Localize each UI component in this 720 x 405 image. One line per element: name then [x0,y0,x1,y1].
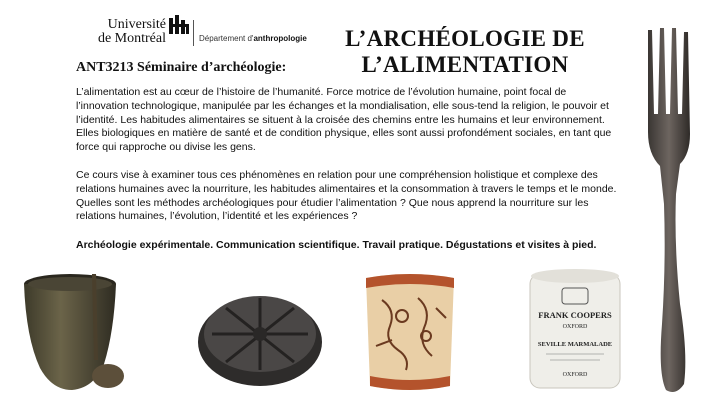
paragraph-activities: Archéologie expérimentale. Communication scientifique. Travail pratique. Dégustations et visites à pied. [76,239,597,251]
painted-cup-icon [362,270,458,394]
title-line1: L’ARCHÉOLOGIE DE [345,26,585,51]
paragraph-objectives: Ce cours vise à examiner tous ces phénomènes en relation pour une compréhension holistique et complexe des relations humaines avec la nourriture, les habitudes alimentaires et la consommation à travers le temps et le monde. Quelles sont les méthodes archéologiques pour étudier l’alimentation ? Que nous apprend la nourriture sur les relations humaines, l’évolution, l’identité et les expériences ? [76,169,617,223]
jar-label-product: SEVILLE MARMALADE [537,341,613,348]
university-name [82,18,166,46]
jar-label-city: OXFORD [562,324,588,330]
ancient-vessel-icon [22,268,130,396]
bread-loaf-icon [196,284,324,390]
university-name-line2: de Montréal [97,31,166,46]
university-name-line1: Université [107,17,166,32]
fork-icon [636,24,702,396]
jar-label-brand: FRANK COOPERS [538,310,612,320]
poster-title [340,26,590,78]
university-logo [82,14,312,54]
paragraph-intro: L’alimentation est au cœur de l’histoire de l’humanité. Force motrice de l’évolution humaine, point focal de l’innovation technologique, manipulée par les échanges et la mondialisation, elle sous-tend la religion, le pouvoir et l’identité. Les habitudes alimentaires se situent à la croisée des chemins entre les humains et leur environnement. Elles biologiques en matière de santé et de condition physique, elles sont aussi profondément sociales, en tant que force qui rapproche ou divise les gens. [76,86,612,154]
logo-separator [193,20,194,46]
university-mark-icon [168,14,190,36]
department-prefix: Département d' [199,34,254,43]
department-label: anthropologie [253,34,307,43]
marmalade-jar-icon [528,266,622,392]
course-code: ANT3213 Séminaire d’archéologie: [76,60,287,75]
title-line2: L’ALIMENTATION [361,52,569,77]
department-name [199,34,307,43]
jar-label-city-bottom: OXFORD [562,372,588,378]
